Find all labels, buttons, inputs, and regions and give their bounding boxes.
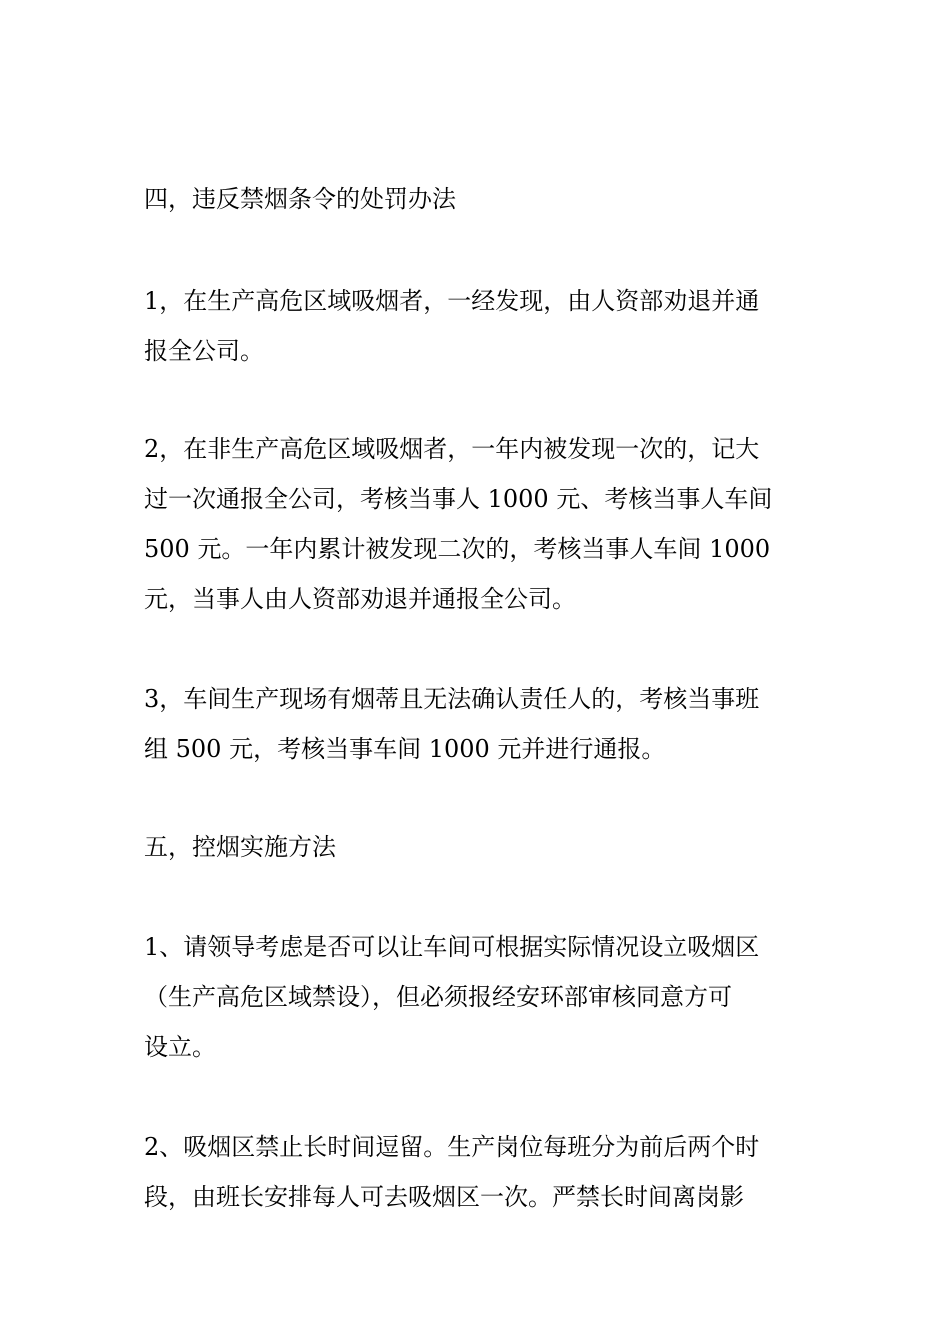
control-item-1: [144, 922, 808, 1072]
paragraph-line: 组 500 元，考核当事车间 1000 元并进行通报。: [144, 735, 666, 763]
paragraph-line: （生产高危区域禁设），但必须报经安环部审核同意方可: [144, 983, 732, 1011]
paragraph-line: 500 元。一年内累计被发现二次的，考核当事人车间 1000: [144, 535, 771, 563]
heading-text: 五，控烟实施方法: [144, 833, 336, 861]
penalty-item-3: [144, 674, 808, 774]
paragraph-line: 1、请领导考虑是否可以让车间可根据实际情况设立吸烟区: [144, 933, 760, 961]
paragraph-line: 1，在生产高危区域吸烟者，一经发现，由人资部劝退并通: [144, 287, 760, 315]
paragraph-line: 段，由班长安排每人可去吸烟区一次。严禁长时间离岗影: [144, 1183, 744, 1211]
paragraph-line: 过一次通报全公司，考核当事人 1000 元、考核当事人车间: [144, 485, 773, 513]
paragraph-line: 报全公司。: [144, 337, 264, 365]
heading-text: 四，违反禁烟条令的处罚办法: [144, 185, 456, 213]
paragraph-line: 元，当事人由人资部劝退并通报全公司。: [144, 585, 576, 613]
paragraph-line: 设立。: [144, 1033, 216, 1061]
section-heading-control-methods: [144, 822, 808, 872]
paragraph-line: 3，车间生产现场有烟蒂且无法确认责任人的，考核当事班: [144, 685, 760, 713]
paragraph-line: 2、吸烟区禁止长时间逗留。生产岗位每班分为前后两个时: [144, 1133, 760, 1161]
penalty-item-1: [144, 276, 808, 376]
section-heading-penalties: [144, 174, 808, 224]
paragraph-line: 2，在非生产高危区域吸烟者，一年内被发现一次的，记大: [144, 435, 760, 463]
penalty-item-2: [144, 424, 808, 624]
control-item-2: [144, 1122, 808, 1222]
